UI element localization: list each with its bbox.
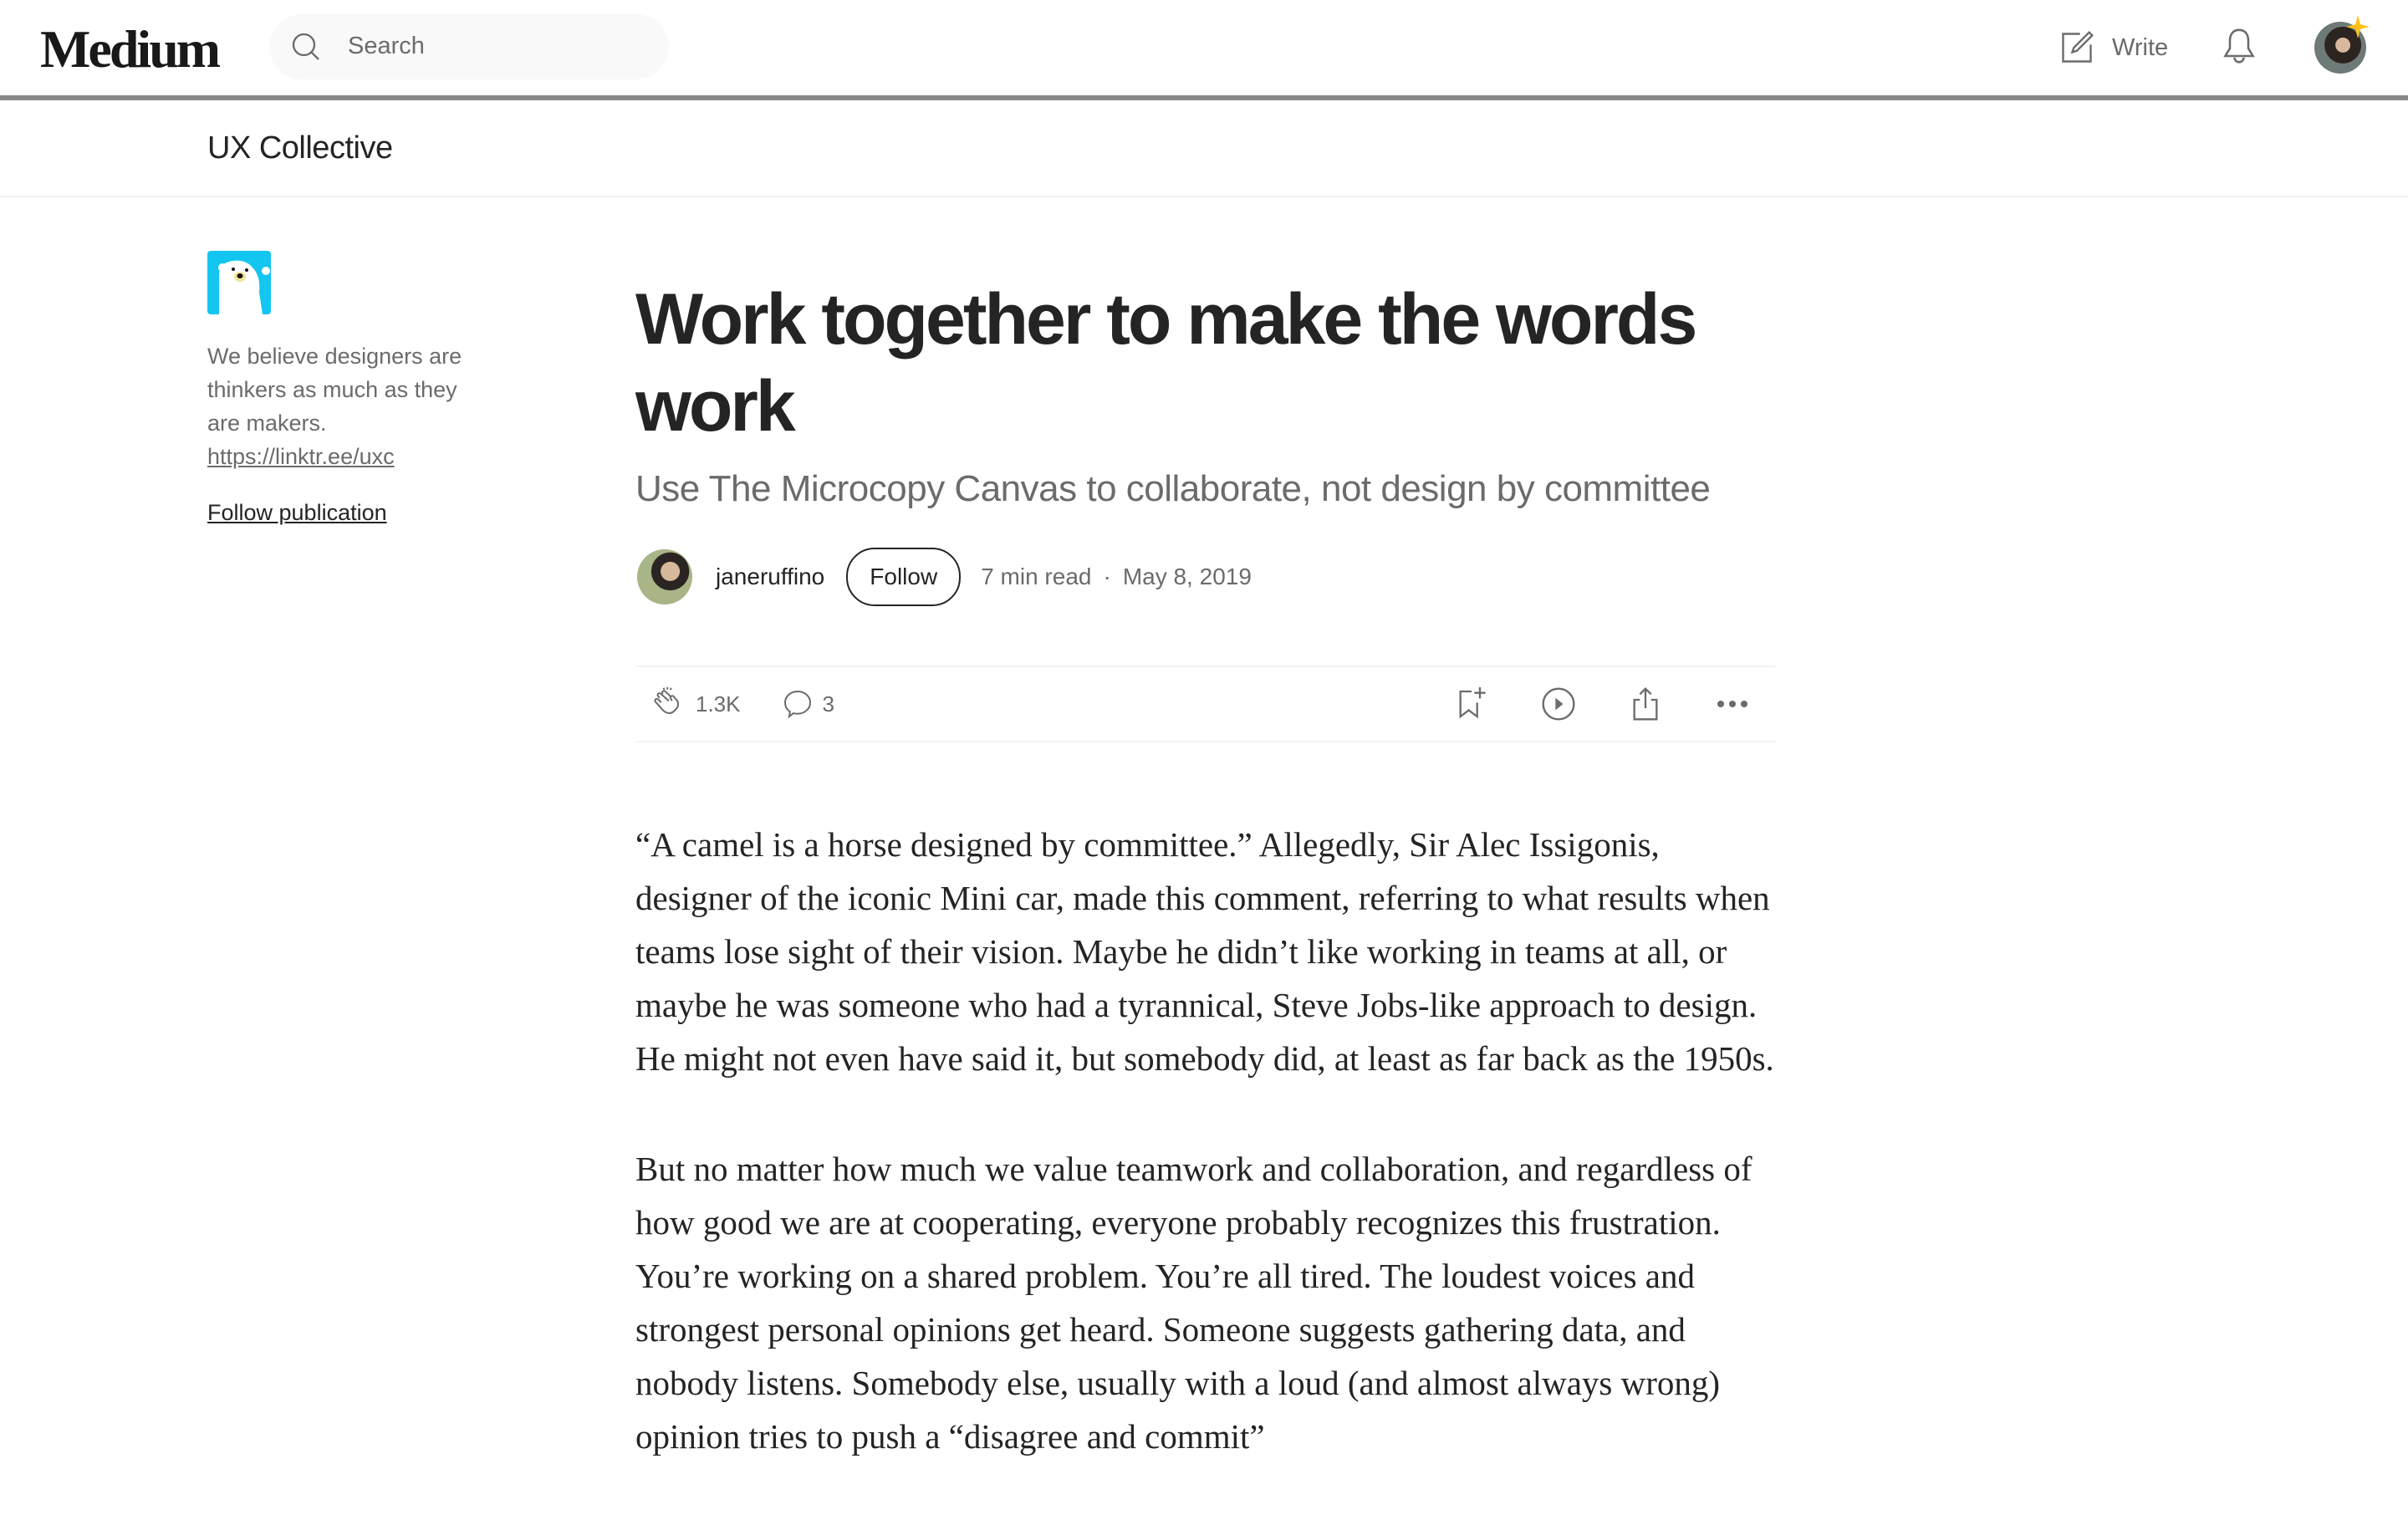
notifications-button[interactable] [2221,27,2258,71]
article-subtitle: Use The Microcopy Canvas to collaborate, not design by committee [635,468,1711,509]
publication-sidebar [207,251,475,526]
clap-count: 1.3K [696,691,741,717]
write-button[interactable] [2059,27,2168,69]
article-title: Work together to make the words work [635,279,1696,446]
paragraph: “A camel is a horse designed by committee.” Allegedly, Sir Alec Issigonis, designer of the iconic Mini car, made this comment, referring to what results when teams lose sight of their vision. Maybe he didn’t like working in teams at all, or maybe he was someone who had a tyrannical, Steve Jobs-like approach to design. He might not even have said it, but somebody did, at least as far back as the 1950s. [635,825,1774,1078]
share-icon [1629,686,1662,722]
more-icon [1716,699,1749,709]
follow-author-button[interactable]: Follow [846,548,961,606]
author-row [635,547,1776,607]
member-star-icon [2346,15,2370,38]
publication-logo[interactable] [207,251,271,314]
publication-description [207,339,475,473]
top-navigation [0,0,2408,95]
author-name[interactable]: janeruffino [716,564,825,589]
comment-icon [781,687,814,721]
publication-bar [0,100,2408,197]
author-avatar[interactable] [637,549,692,604]
publish-date: May 8, 2019 [1122,564,1252,589]
write-icon [2059,29,2095,66]
paragraph: But no matter how much we value teamwork and collaboration, and regardless of how good we are at cooperating, everyone probably recognizes this frustration. You’re working on a shared problem. You’re all tired. The loudest voices and strongest personal opinions get heard. Someone suggests gathering data, and nobody listens. Somebody else, usually with a loud (and almost always wrong) opinion tries to push a “disagree and commit” [635,1150,1752,1456]
search-placeholder: Search [348,33,425,59]
article-body [635,818,1776,1463]
clap-button[interactable] [650,686,741,722]
clap-icon [650,686,687,722]
bookmark-add-icon [1455,686,1488,722]
article [635,276,1776,1520]
save-button[interactable] [1428,686,1515,722]
listen-button[interactable] [1515,686,1602,722]
article-meta [981,564,1252,590]
play-icon [1540,686,1577,722]
follow-publication-link[interactable]: Follow publication [207,500,387,525]
polar-bear-icon [207,251,271,314]
write-label: Write [2112,33,2169,61]
responses-button[interactable] [781,687,834,721]
meta-separator: · [1103,564,1111,589]
search-icon [289,30,323,64]
secondary-actions [1428,667,1776,741]
publication-description-text: We believe designers are thinkers as much as they are makers. [207,344,462,436]
read-time: 7 min read [981,564,1092,589]
share-button[interactable] [1602,686,1689,722]
article-actions-bar [635,666,1776,742]
more-button[interactable] [1689,699,1776,709]
bell-icon [2221,27,2258,67]
search-input[interactable] [269,14,669,79]
response-count: 3 [822,691,834,717]
publication-link[interactable]: https://linktr.ee/uxc [207,444,395,469]
publication-name[interactable]: UX Collective [207,130,393,166]
medium-logo[interactable]: Medium [40,19,219,79]
